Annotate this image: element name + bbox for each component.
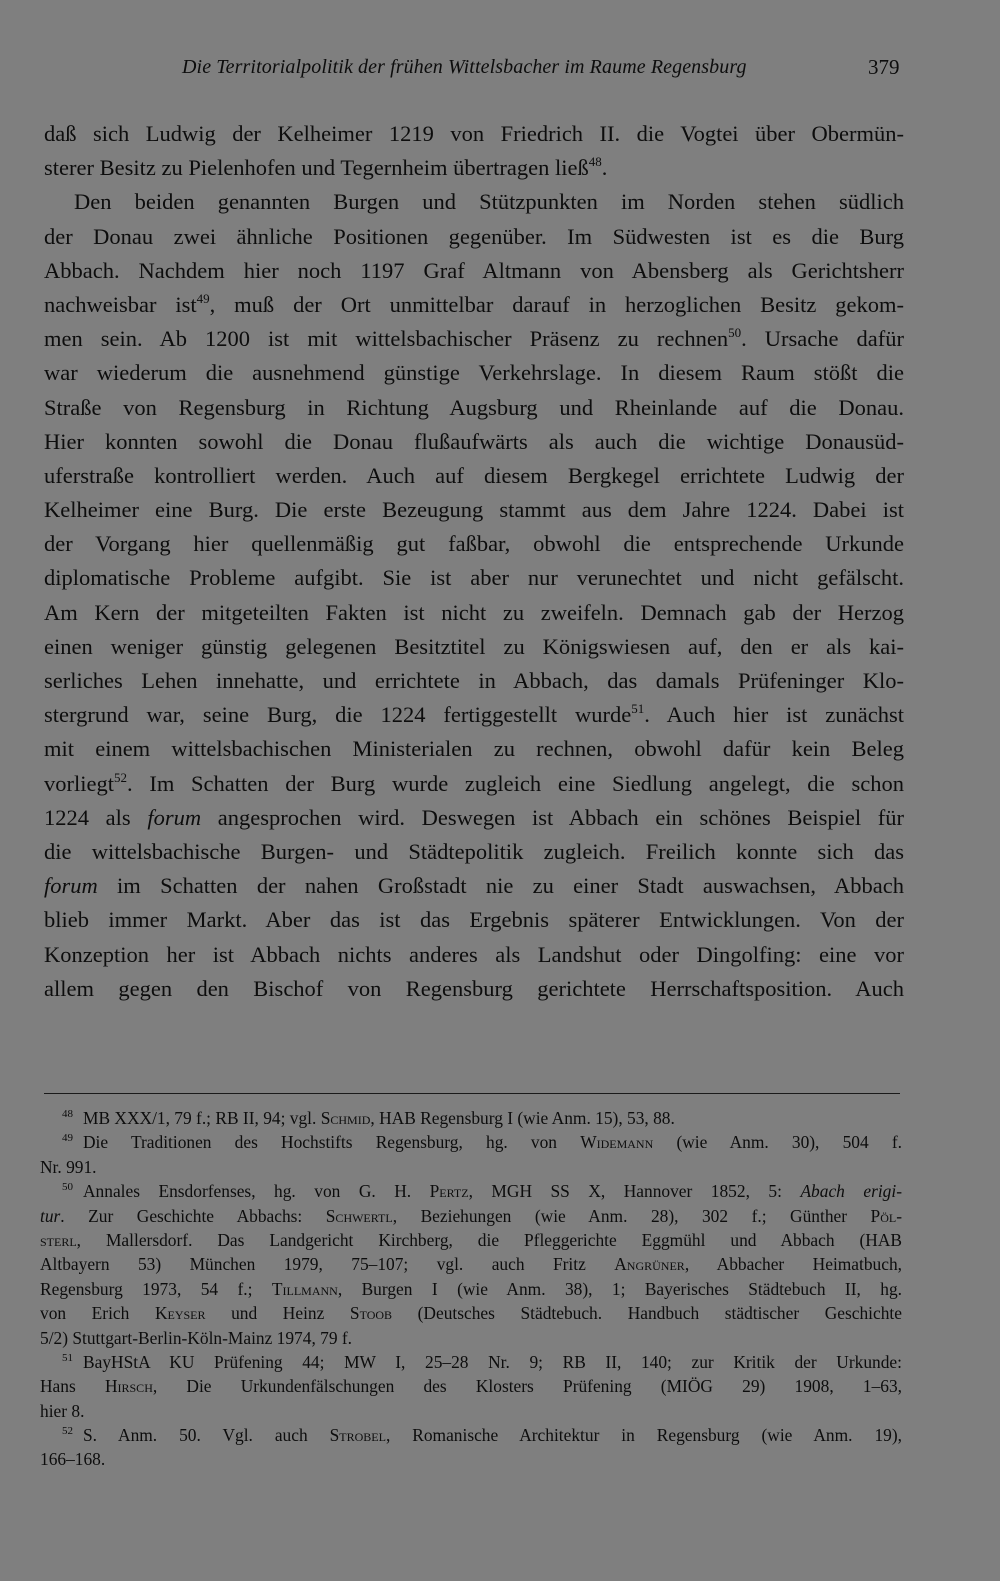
footnote-ref[interactable]: 52 bbox=[113, 769, 127, 785]
text-line: Hier konnten sowohl die Donau flußaufwärts als auch die wichtige Donausüd- bbox=[44, 428, 904, 454]
footnote-line: tur. Zur Geschichte Abbachs: Schwertl, Beziehungen (wie Anm. 28), 302 f.; Günther Pöl- bbox=[40, 1205, 903, 1226]
footnote-ref[interactable]: 51 bbox=[631, 701, 645, 717]
text-line: sterer Besitz zu Pielenhofen und Tegernheim übertragen ließ$^{48}$. bbox=[44, 154, 608, 181]
footnote-52: $^{52}$ S. Anm. 50. Vgl. auch Strobel, Romanische Architektur in Regensburg (wie Anm. 19), bbox=[62, 1425, 902, 1446]
text-line: Straße von Regensburg in Richtung Augsburg und Rheinlande auf die Donau. bbox=[44, 394, 904, 420]
text-line: die wittelsbachische Burgen- und Städtepolitik zugleich. Freilich konnte sich das bbox=[44, 838, 904, 864]
footnote-line: 166–168. bbox=[40, 1449, 106, 1470]
main-text bbox=[44, 117, 904, 1006]
footnote-ref[interactable]: 50 bbox=[728, 325, 742, 341]
footnote-number: 50 bbox=[62, 1181, 73, 1194]
text-line: 1224 als forum angesprochen wird. Deswegen ist Abbach ein schönes Beispiel für bbox=[44, 804, 905, 830]
footnote-ref[interactable]: 49 bbox=[196, 290, 210, 306]
text-line: men sein. Ab 1200 ist mit wittelsbachischer Präsenz zu rechnen$^{50}$. Ursache dafür bbox=[44, 325, 904, 352]
running-header: Die Territorialpolitik der frühen Wittelsbacher im Raume Regensburg bbox=[182, 56, 747, 78]
footnote-50: $^{50}$ Annales Ensdorfenses, hg. von G. H. Pertz, MGH SS X, Hannover 1852, 5: Abach erigi- bbox=[62, 1181, 902, 1202]
footnote-line: Altbayern 53) München 1979, 75–107; vgl. auch Fritz Angrüner, Abbacher Heimatbuch, bbox=[40, 1254, 902, 1275]
footnote-line: Nr. 991. bbox=[40, 1156, 97, 1177]
page-number: 379 bbox=[868, 55, 900, 79]
footnote-number: 48 bbox=[62, 1108, 73, 1120]
text-line: nachweisbar ist$^{49}$, muß der Ort unmittelbar darauf in herzoglichen Besitz gekom- bbox=[44, 290, 904, 317]
text-line: vorliegt$^{52}$. Im Schatten der Burg wurde zugleich eine Siedlung angelegt, die schon bbox=[44, 769, 904, 796]
text-line: der Donau zwei ähnliche Positionen gegenüber. Im Südwesten ist es die Burg bbox=[44, 223, 904, 249]
text-line: einen weniger günstig gelegenen Besitztitel zu Königswiesen auf, den er als kai- bbox=[44, 633, 904, 659]
text-line: forum im Schatten der nahen Großstadt nie zu einer Stadt auswachsen, Abbach bbox=[44, 873, 904, 899]
text-line: mit einem wittelsbachischen Ministerialen zu rechnen, obwohl dafür kein Beleg bbox=[44, 736, 904, 762]
footnote-line: 5/2) Stuttgart-Berlin-Köln-Mainz 1974, 79 f. bbox=[40, 1327, 353, 1348]
text-line: serliches Lehen innehatte, und errichtete in Abbach, das damals Prüfeninger Klo- bbox=[44, 668, 904, 693]
text-line: uferstraße kontrolliert werden. Auch auf diesem Bergkegel errichtete Ludwig der bbox=[44, 462, 904, 488]
text-line: Am Kern der mitgeteilten Fakten ist nicht zu zweifeln. Demnach gab der Herzog bbox=[44, 599, 904, 625]
text-line: der Vorgang hier quellenmäßig gut faßbar, obwohl die entsprechende Urkunde bbox=[44, 531, 904, 557]
footnote-51: $^{51}$ BayHStA KU Prüfening 44; MW I, 25–28 Nr. 9; RB II, 140; zur Kritik der Urkunde: bbox=[62, 1351, 902, 1372]
footnote-line: Regensburg 1973, 54 f.; Tillmann, Burgen I (wie Anm. 38), 1; Bayerisches Städtebuch II, hg. bbox=[40, 1278, 902, 1299]
footnote-line: Hans Hirsch, Die Urkundenfälschungen des Klosters Prüfening (MIÖG 29) 1908, 1–63, bbox=[40, 1376, 902, 1397]
footnote-ref[interactable]: 48 bbox=[588, 154, 602, 170]
footnote-line: sterl, Mallersdorf. Das Landgericht Kirchberg, die Pfleggerichte Eggmühl und Abbach (HAB bbox=[40, 1229, 902, 1250]
text-line: allem gegen den Bischof von Regensburg gerichtete Herrschaftsposition. Auch bbox=[44, 975, 904, 1001]
text-line: stergrund war, seine Burg, die 1224 fertiggestellt wurde$^{51}$. Auch hier ist zunächst bbox=[44, 701, 904, 728]
text-line: Abbach. Nachdem hier noch 1197 Graf Altmann von Abensberg als Gerichtsherr bbox=[44, 257, 904, 283]
footnote-number: 52 bbox=[62, 1425, 73, 1438]
footnote-49: $^{49}$ Die Traditionen des Hochstifts Regensburg, hg. von Widemann (wie Anm. 30), 504 f. bbox=[62, 1132, 902, 1153]
footnote-48: $^{48}$ MB XXX/1, 79 f.; RB II, 94; vgl. Schmid, HAB Regensburg I (wie Anm. 15), 53, 88. bbox=[62, 1108, 675, 1128]
text-line: daß sich Ludwig der Kelheimer 1219 von Friedrich II. die Vogtei über Obermün- bbox=[44, 121, 904, 146]
footnote-number: 49 bbox=[62, 1132, 73, 1145]
text-line: Konzeption her ist Abbach nichts anderes als Landshut oder Dingolfing: eine vor bbox=[44, 941, 904, 967]
footnote-line: hier 8. bbox=[40, 1400, 85, 1421]
footnote-separator bbox=[44, 1093, 900, 1094]
text-line: diplomatische Probleme aufgibt. Sie ist aber nur verunechtet und nicht gefälscht. bbox=[44, 565, 904, 591]
footnotes bbox=[40, 1106, 902, 1472]
text-line: Den beiden genannten Burgen und Stützpunkten im Norden stehen südlich bbox=[74, 189, 904, 215]
footnote-line: von Erich Keyser und Heinz Stoob (Deutsches Städtebuch. Handbuch städtischer Geschichte bbox=[40, 1303, 902, 1324]
text-line: Kelheimer eine Burg. Die erste Bezeugung stammt aus dem Jahre 1224. Dabei ist bbox=[44, 497, 904, 523]
footnote-number: 51 bbox=[62, 1351, 73, 1364]
text-line: blieb immer Markt. Aber das ist das Ergebnis späterer Entwicklungen. Von der bbox=[44, 907, 904, 933]
text-line: war wiederum die ausnehmend günstige Verkehrslage. In diesem Raum stößt die bbox=[44, 360, 904, 386]
